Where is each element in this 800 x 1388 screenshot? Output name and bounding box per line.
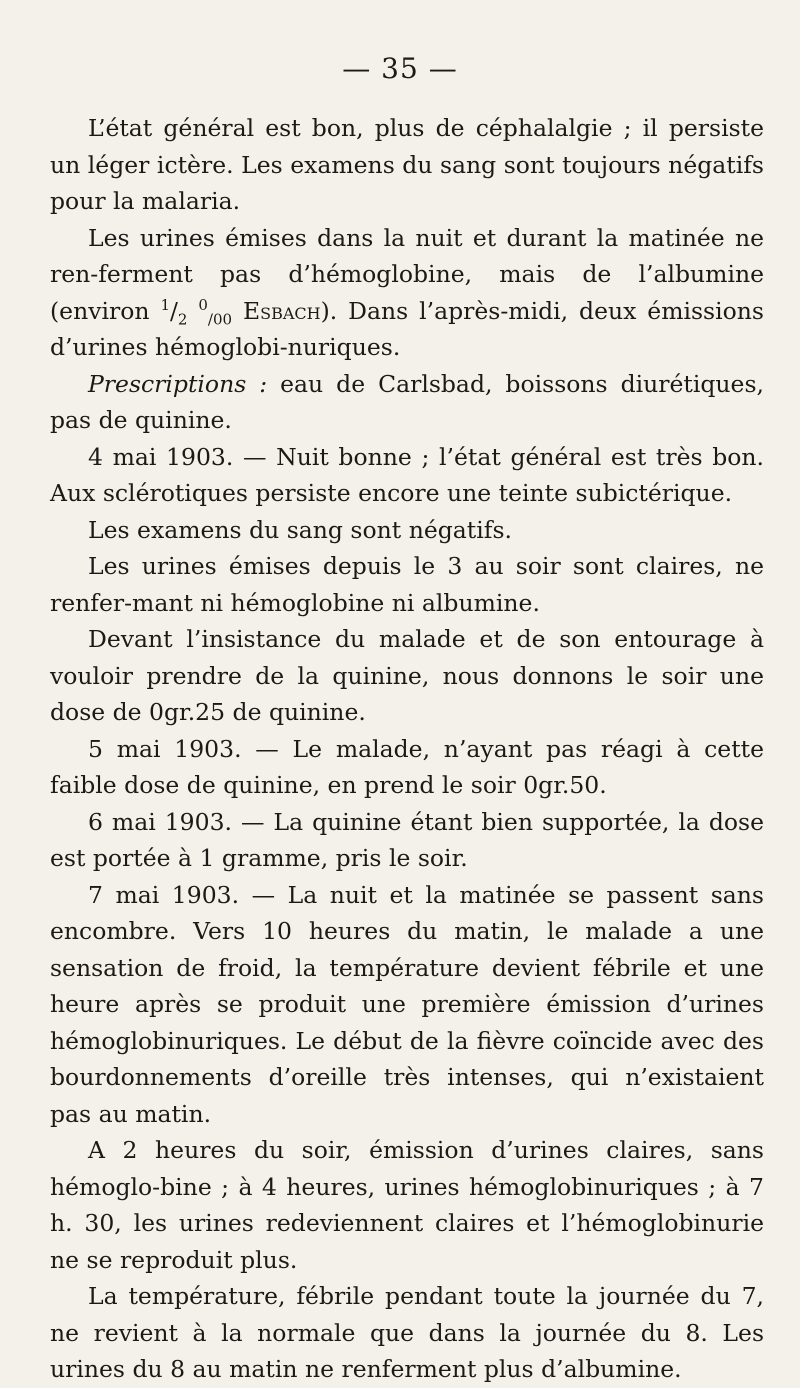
prescriptions-label: Prescriptions : <box>88 369 268 398</box>
fraction-denominator: 2 <box>177 310 188 329</box>
paragraph-5: Les examens du sang sont négatifs. <box>88 515 512 544</box>
paragraph-2-text-after: ). Dans l’après-midi, deux émissions d’urines hémoglobi-nuriques. <box>50 296 764 361</box>
paragraph-4: 4 mai 1903. — Nuit bonne ; l’état général est très bon. Aux sclérotiques persiste encore une teinte subictérique. <box>50 442 764 507</box>
paragraph-7: Devant l’insistance du malade et de son entourage à vouloir prendre de la quinine, nous donnons le soir une dose de 0gr.25 de quinine. <box>50 625 764 726</box>
paragraph-2-text-before: Les urines émises dans la nuit et durant la matinée ne ren-ferment pas d’hémoglobine, mais de l’albumine (environ <box>50 223 764 325</box>
paragraph-6: Les urines émises depuis le 3 au soir sont claires, ne renfer-mant ni hémoglobine ni albumine. <box>50 552 764 617</box>
paragraph-11: A 2 heures du soir, émission d’urines claires, sans hémoglo-bine ; à 4 heures, urines hémoglobinuriques ; à 7 h. 30, les urines redeviennent claires et l’hémoglobinurie ne se reproduit plus. <box>50 1136 764 1274</box>
paragraph-8: 5 mai 1903. — Le malade, n’ayant pas réagi à cette faible dose de quinine, en prend le soir 0gr.50. <box>50 734 764 799</box>
author-name-esbach: Esbach <box>242 296 321 325</box>
permille-bottom: /00 <box>207 310 233 329</box>
paragraph-3-text: eau de Carlsbad, boissons diurétiques, pas de quinine. <box>50 369 764 434</box>
paragraph-1: L’état général est bon, plus de céphalalgie ; il persiste un léger ictère. Les examens du sang sont toujours négatifs pour la malaria. <box>50 114 764 215</box>
permille-top: 0 <box>198 295 208 314</box>
paragraph-9: 6 mai 1903. — La quinine étant bien supportée, la dose est portée à 1 gramme, pris le soir. <box>50 807 764 872</box>
paragraph-3 <box>50 366 764 439</box>
fraction-numerator: 1 <box>160 295 170 314</box>
paragraph-12: La température, fébrile pendant toute la journée du 7, ne revient à la normale que dans la journée du 8. Les urines du 8 au matin ne renferment plus d’albumine. <box>50 1282 764 1383</box>
paragraph-10: 7 mai 1903. — La nuit et la matinée se passent sans encombre. Vers 10 heures du matin, le malade a une sensation de froid, la température devient fébrile et une heure après se produit une première émission d’urines hémoglobinuriques. Le début de la fièvre coïncide avec des bourdonnements d’oreille très intenses, qui n’existaient pas au matin. <box>50 880 764 1128</box>
paragraph-2: Les urines émises dans la nuit et durant la matinée ne ren-ferment pas d’hémoglobine, mais de l’albumine (environ $^1/_2$ $^0_{/00}$ Esbach). Dans l’après-midi, deux émissions d’urines hémoglobi-nuriques. <box>50 223 764 361</box>
page-number: — 35 — <box>342 52 458 85</box>
body-text <box>50 110 764 1388</box>
